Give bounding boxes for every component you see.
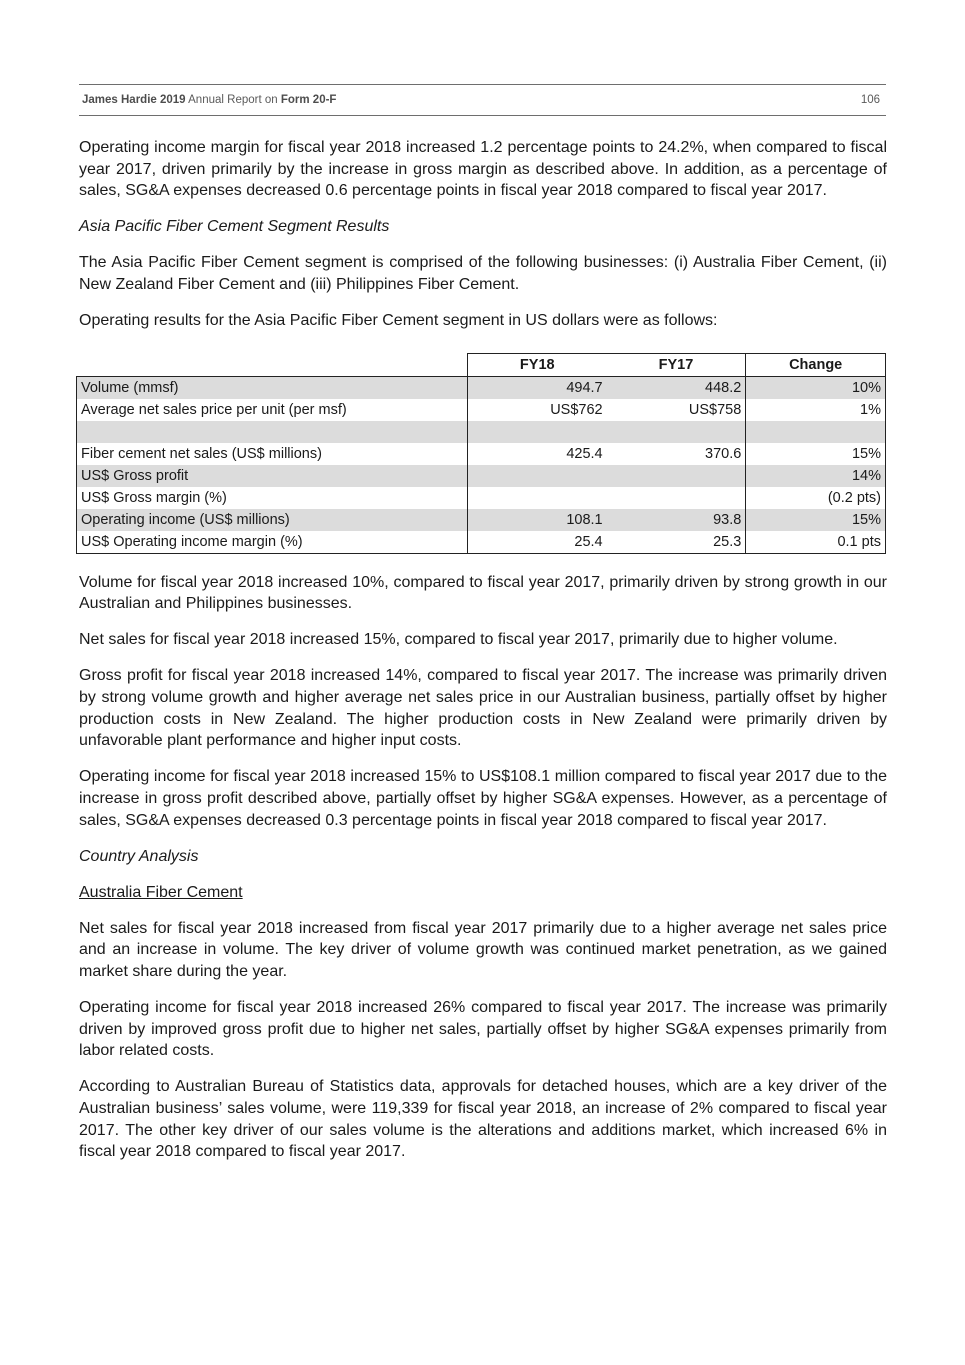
page-header — [79, 84, 886, 116]
cell-change: 1% — [746, 399, 886, 421]
cell-change: 14% — [746, 465, 886, 487]
paragraph: Net sales for fiscal year 2018 increased from fiscal year 2017 primarily due to a higher average net sales price and an increase in volume. The key driver of volume growth was continued market penetration, as we gained market share during the year. — [79, 919, 887, 980]
cell-change: (0.2 pts) — [746, 487, 886, 509]
paragraph: Operating income for fiscal year 2018 increased 26% compared to fiscal year 2017. The increase was primarily driven by improved gross profit due to higher net sales, partially offset by higher SG&A expenses primarily from labor related costs. — [79, 999, 887, 1060]
row-label: Average net sales price per unit (per msf) — [77, 399, 468, 421]
table-row — [77, 443, 886, 465]
table-header-row — [77, 353, 886, 376]
cell-change: 15% — [746, 509, 886, 531]
row-label: US$ Operating income margin (%) — [77, 531, 468, 554]
section-heading: Asia Pacific Fiber Cement Segment Results — [79, 218, 390, 236]
cell-fy17 — [607, 465, 746, 487]
document-body — [79, 137, 887, 1177]
cell-change: 0.1 pts — [746, 531, 886, 554]
header-cell — [77, 353, 468, 376]
cell-fy18 — [467, 465, 606, 487]
row-label: Operating income (US$ millions) — [77, 509, 468, 531]
paragraph: According to Australian Bureau of Statistics data, approvals for detached houses, which are a key driver of the Australian business’ sales volume, were 119,339 for fiscal year 2018, an increase of 2% compared to fiscal year 2017. The other key driver of our sales volume is the alterations and additions market, which increased 6% in fiscal year 2018 compared to fiscal year 2017. — [79, 1078, 887, 1161]
cell-fy17: 25.3 — [607, 531, 746, 554]
cell-change: 10% — [746, 376, 886, 399]
header-cell-fy17: FY17 — [607, 353, 746, 376]
report-name: Annual Report on — [188, 94, 278, 106]
row-label — [77, 421, 468, 443]
cell-fy18 — [467, 487, 606, 509]
cell-fy17: 370.6 — [705, 445, 742, 462]
table-row — [77, 465, 886, 487]
cell-fy17: 448.2 — [607, 376, 746, 399]
header-cell-change: Change — [746, 353, 886, 376]
cell-change — [746, 421, 886, 443]
cell-change: 15% — [746, 443, 886, 465]
paragraph: Operating income for fiscal year 2018 increased 15% to US$108.1 million compared to fiscal year 2017 due to the increase in gross profit described above, partially offset by higher SG&A expenses. However, as a percentage of sales, SG&A expenses decreased 0.3 percentage points in fiscal year 2018 compared to fiscal year 2017. — [79, 768, 887, 829]
table-row — [77, 531, 886, 554]
operating-results-table — [76, 353, 886, 554]
cell-fy17: US$758 — [688, 401, 742, 418]
table-row — [77, 487, 886, 509]
cell-fy17 — [607, 487, 746, 509]
cell-fy18: 494.7 — [467, 376, 606, 399]
row-label: Volume (mmsf) — [77, 376, 468, 399]
row-label: US$ Gross profit — [77, 465, 468, 487]
cell-fy18: US$762 — [467, 399, 606, 421]
paragraph: The Asia Pacific Fiber Cement segment is comprised of the following businesses: (i) Australia Fiber Cement, (ii) New Zealand Fiber Cement and (iii) Philippines Fiber Cement. — [79, 254, 887, 293]
page-number: 106 — [860, 94, 880, 106]
table-row — [77, 399, 886, 421]
cell-fy18: 25.4 — [467, 531, 606, 554]
paragraph: Operating income margin for fiscal year 2018 increased 1.2 percentage points to 24.2%, when compared to fiscal year 2017, driven primarily by the increase in gross margin as described above. In addition, as a percentage of sales, SG&A expenses decreased 0.6 percentage points in fiscal year 2018 compared to fiscal year 2017. — [79, 139, 887, 200]
paragraph: Volume for fiscal year 2018 increased 10%, compared to fiscal year 2017, primarily driven by strong growth in our Australian and Philippines businesses. — [79, 573, 887, 613]
form-name: Form 20-F — [280, 94, 337, 106]
table-row — [77, 509, 886, 531]
cell-fy18 — [467, 421, 606, 443]
row-label: US$ Gross margin (%) — [77, 487, 468, 509]
table-row — [77, 376, 886, 399]
paragraph: Net sales for fiscal year 2018 increased 15%, compared to fiscal year 2017, primarily due to higher volume. — [79, 631, 838, 649]
paragraph: Operating results for the Asia Pacific Fiber Cement segment in US dollars were as follows: — [79, 312, 718, 330]
subsection-heading: Australia Fiber Cement — [79, 883, 243, 901]
header-cell-fy18: FY18 — [467, 353, 606, 376]
cell-fy17 — [607, 421, 746, 443]
company-name: James Hardie 2019 — [82, 94, 186, 106]
report-title — [82, 94, 336, 106]
row-label: Fiber cement net sales (US$ millions) — [77, 443, 468, 465]
cell-fy18: 425.4 — [467, 443, 606, 465]
cell-fy18: 108.1 — [467, 509, 606, 531]
cell-fy17: 93.8 — [607, 509, 746, 531]
table-row-spacer — [77, 421, 886, 443]
section-heading: Country Analysis — [79, 847, 199, 865]
paragraph: Gross profit for fiscal year 2018 increased 14%, compared to fiscal year 2017. The increase was primarily driven by strong volume growth and higher average net sales price in our Australian business, partially offset by higher production costs in New Zealand. The higher production costs in New Zealand were primarily driven by unfavorable plant performance and higher input costs. — [79, 667, 887, 750]
